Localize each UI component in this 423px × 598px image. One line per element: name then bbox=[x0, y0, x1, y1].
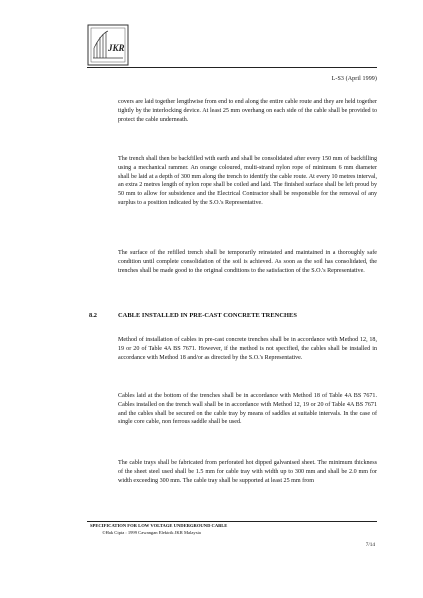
page-number: 7/14 bbox=[365, 542, 375, 548]
paragraph-cable-trays: The cable trays shall be fabricated from perforated hot dipped galvanised sheet. The minimum thickness of the sheet steel used shall be 1.5 mm for cable tray with width up to 300 mm and shall be 2.0 mm for width exceeding 300 mm. The cable tray shall be supported at least 25 mm from bbox=[118, 460, 377, 484]
header-rule bbox=[87, 67, 377, 68]
paragraph-reinstatement: The surface of the refilled trench shall be temporarily reinstated and maintained in a thoroughly safe condition until complete consolidation of the soil is achieved. As soon as the soil has consolidated, the trenches shall be made good to the original conditions to the satisfaction of the S.O.'s Representative. bbox=[118, 250, 377, 274]
footer-copyright: ©Hak Cipta : 1999 Cawangan Elektrik JKR Malaysia bbox=[102, 530, 201, 535]
paragraph-installation-method: Method of installation of cables in pre-cast concrete trenches shall be in accordance with Method 12, 18, 19 or 20 of Table 4A BS 7671. However, if the method is not specified, the cables shall be installed in accordance with Method 18 and/or as directed by the S.O.'s Representative. bbox=[118, 337, 377, 361]
footer-title: SPECIFICATION FOR LOW VOLTAGE UNDERGROUND CABLE bbox=[90, 523, 228, 528]
document-reference: L-S3 (April 1999) bbox=[331, 76, 377, 82]
jkr-logo bbox=[87, 24, 129, 66]
paragraph-cable-covers: covers are laid together lengthwise from end to end along the entire cable route and they are held together tightly by the interlocking device. At least 25 mm overhang on each side of the cable shall be provided to protect the cable underneath. bbox=[118, 99, 377, 123]
paragraph-backfill: The trench shall then be backfilled with earth and shall be consolidated after every 150 mm of backfilling using a mechanical rammer. An orange coloured, multi-strand nylon rope of minimum 6 mm diameter shall be laid at a depth of 300 mm along the trench to identify the cable route. At every 10 metres interval, an extra 2 metres length of nylon rope shall be coiled and laid. The finished surface shall be left proud by 50 mm to allow for subsidence and the Electrical Contractor shall be responsible for the removal of any surplus to a position indicated by the S.O.'s Representative. bbox=[118, 156, 377, 206]
paragraph-cables-bottom: Cables laid at the bottom of the trenches shall be in accordance with Method 18 of Table 4A BS 7671. Cables installed on the trench wall shall be in accordance with Method 12, 19 or 20 of Table 4A BS 7671 and the cables shall be secured on the cable tray by means of saddles at suitable intervals. In the case of single core cable, non ferrous saddle shall be used. bbox=[118, 393, 377, 426]
section-title: CABLE INSTALLED IN PRE-CAST CONCRETE TRENCHES bbox=[118, 312, 297, 319]
section-number: 8.2 bbox=[89, 312, 97, 319]
footer-rule bbox=[87, 521, 377, 522]
logo-text: JKR bbox=[108, 43, 125, 53]
